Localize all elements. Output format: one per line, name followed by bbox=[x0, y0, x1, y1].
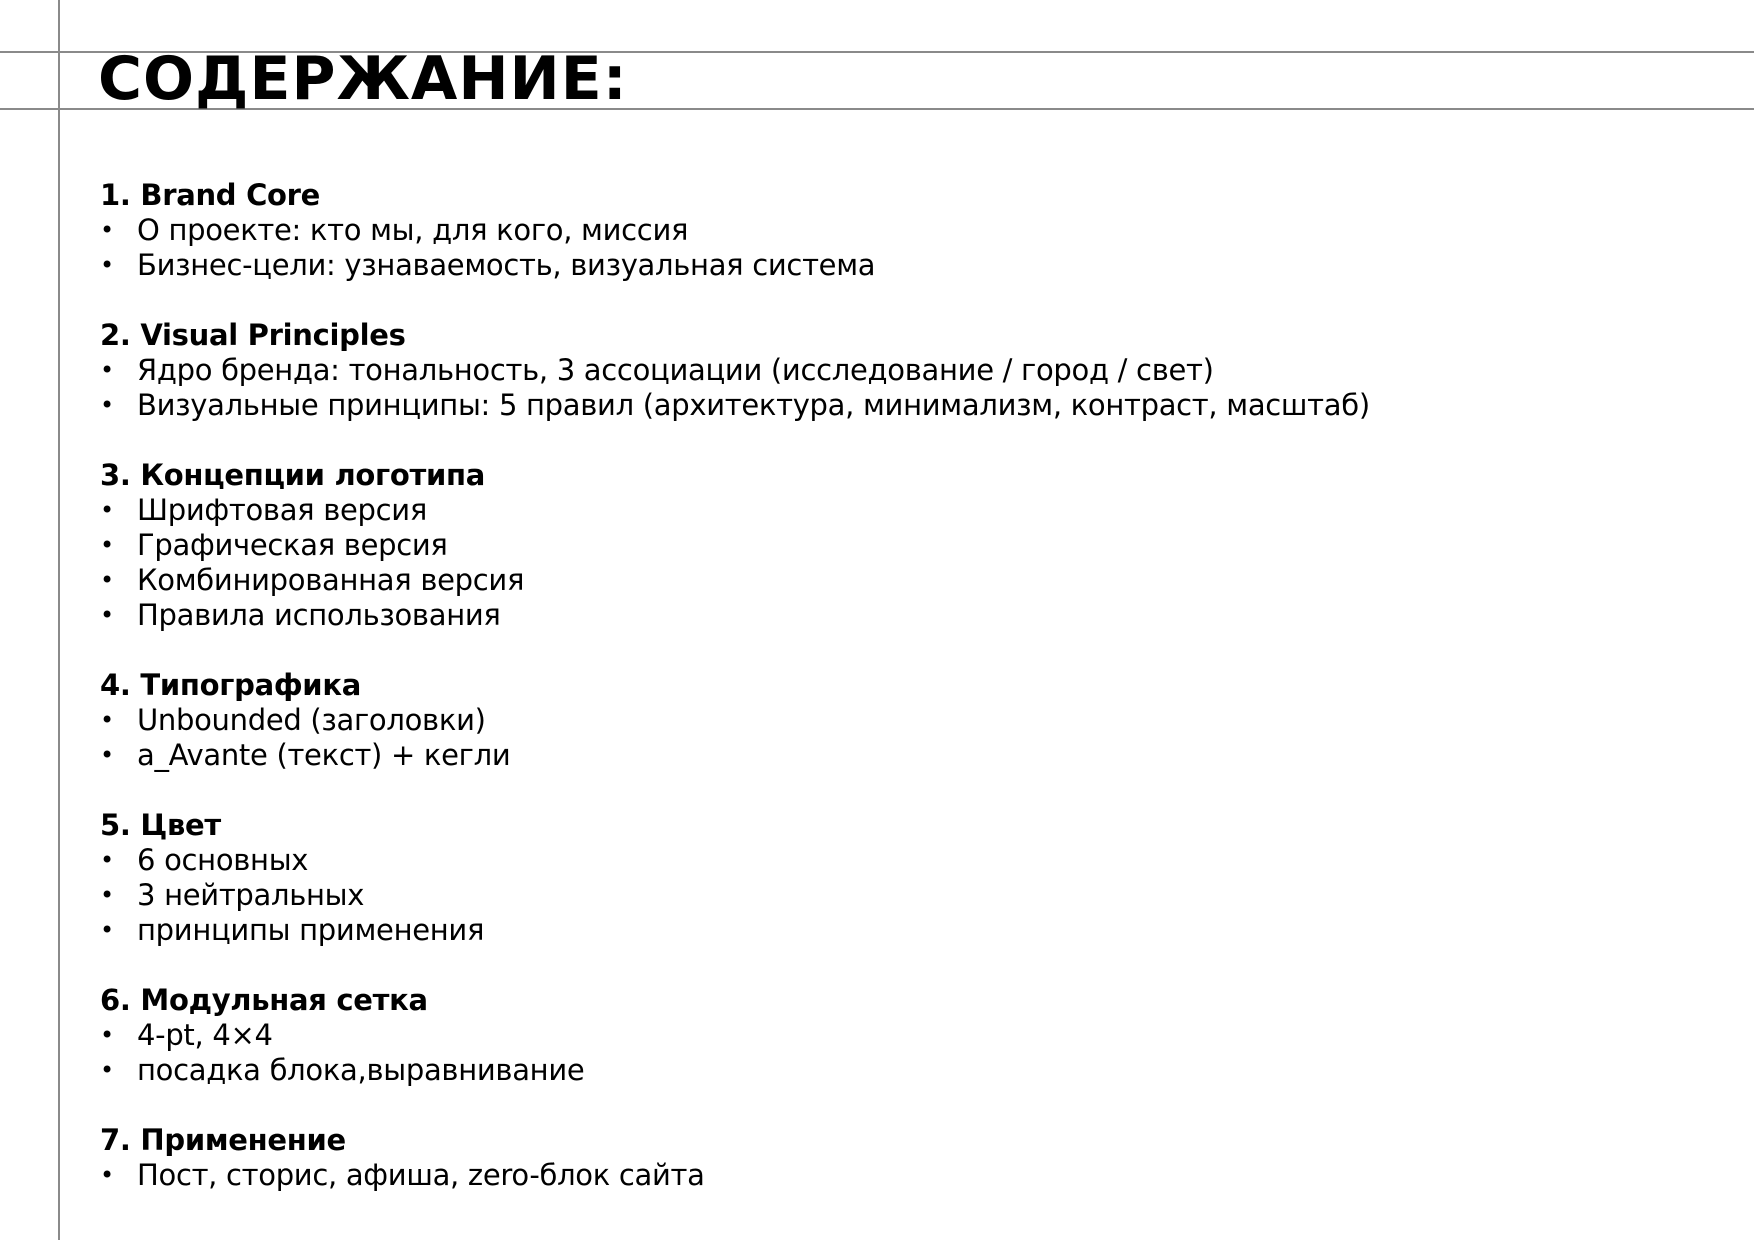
bullet-icon: • bbox=[100, 356, 114, 384]
list-item bbox=[100, 248, 1700, 283]
list-item-text: Графическая версия bbox=[137, 528, 448, 562]
list-item-text: a_Avante (текст) + кегли bbox=[137, 738, 511, 772]
bullet-icon: • bbox=[100, 1021, 114, 1049]
bullet-icon: • bbox=[100, 881, 114, 909]
section-heading: 5. Цвет bbox=[100, 808, 221, 842]
bullet-icon: • bbox=[100, 601, 114, 629]
section-heading: 6. Модульная сетка bbox=[100, 983, 428, 1017]
list-item bbox=[100, 1018, 1700, 1053]
vertical-guide-line bbox=[58, 0, 60, 1240]
list-item bbox=[100, 598, 1700, 633]
bullet-icon: • bbox=[100, 391, 114, 419]
toc-section bbox=[100, 458, 1700, 633]
section-heading: 2. Visual Principles bbox=[100, 318, 406, 352]
bullet-icon: • bbox=[100, 216, 114, 244]
list-item bbox=[100, 528, 1700, 563]
list-item bbox=[100, 913, 1700, 948]
bullet-icon: • bbox=[100, 846, 114, 874]
list-item-text: Бизнес-цели: узнаваемость, визуальная система bbox=[137, 248, 876, 282]
list-item-text: Комбинированная версия bbox=[137, 563, 525, 597]
toc-section bbox=[100, 808, 1700, 948]
list-item bbox=[100, 213, 1700, 248]
bullet-icon: • bbox=[100, 251, 114, 279]
bullet-icon: • bbox=[100, 706, 114, 734]
list-item bbox=[100, 493, 1700, 528]
toc-section bbox=[100, 983, 1700, 1088]
list-item bbox=[100, 843, 1700, 878]
list-item-text: 4-pt, 4×4 bbox=[137, 1018, 273, 1052]
bullet-icon: • bbox=[100, 1161, 114, 1189]
list-item bbox=[100, 388, 1700, 423]
section-heading: 1. Brand Core bbox=[100, 178, 321, 212]
toc-section bbox=[100, 178, 1700, 283]
list-item-text: Ядро бренда: тональность, 3 ассоциации (исследование / город / свет) bbox=[137, 353, 1214, 387]
bullet-icon: • bbox=[100, 916, 114, 944]
list-item bbox=[100, 738, 1700, 773]
list-item bbox=[100, 1053, 1700, 1088]
bullet-icon: • bbox=[100, 1056, 114, 1084]
list-item-text: Визуальные принципы: 5 правил (архитектура, минимализм, контраст, масштаб) bbox=[137, 388, 1370, 422]
list-item-text: О проекте: кто мы, для кого, миссия bbox=[137, 213, 689, 247]
bullet-icon: • bbox=[100, 531, 114, 559]
list-item-text: Unbounded (заголовки) bbox=[137, 703, 486, 737]
section-heading: 7. Применение bbox=[100, 1123, 346, 1157]
list-item bbox=[100, 1158, 1700, 1193]
bullet-icon: • bbox=[100, 566, 114, 594]
list-item-text: Шрифтовая версия bbox=[137, 493, 428, 527]
table-of-contents bbox=[100, 178, 1700, 1228]
toc-section bbox=[100, 1123, 1700, 1193]
list-item bbox=[100, 878, 1700, 913]
list-item bbox=[100, 353, 1700, 388]
list-item bbox=[100, 703, 1700, 738]
toc-section bbox=[100, 318, 1700, 423]
bullet-icon: • bbox=[100, 741, 114, 769]
section-heading: 4. Типографика bbox=[100, 668, 361, 702]
list-item bbox=[100, 563, 1700, 598]
section-heading: 3. Концепции логотипа bbox=[100, 458, 486, 492]
list-item-text: Пост, сторис, афиша, zero-блок сайта bbox=[137, 1158, 705, 1192]
list-item-text: Правила использования bbox=[137, 598, 501, 632]
list-item-text: 6 основных bbox=[137, 843, 309, 877]
list-item-text: посадка блока,выравнивание bbox=[137, 1053, 585, 1087]
bullet-icon: • bbox=[100, 496, 114, 524]
list-item-text: принципы применения bbox=[137, 913, 485, 947]
toc-section bbox=[100, 668, 1700, 773]
list-item-text: 3 нейтральных bbox=[137, 878, 365, 912]
page-title: СОДЕРЖАНИЕ: bbox=[98, 44, 628, 114]
